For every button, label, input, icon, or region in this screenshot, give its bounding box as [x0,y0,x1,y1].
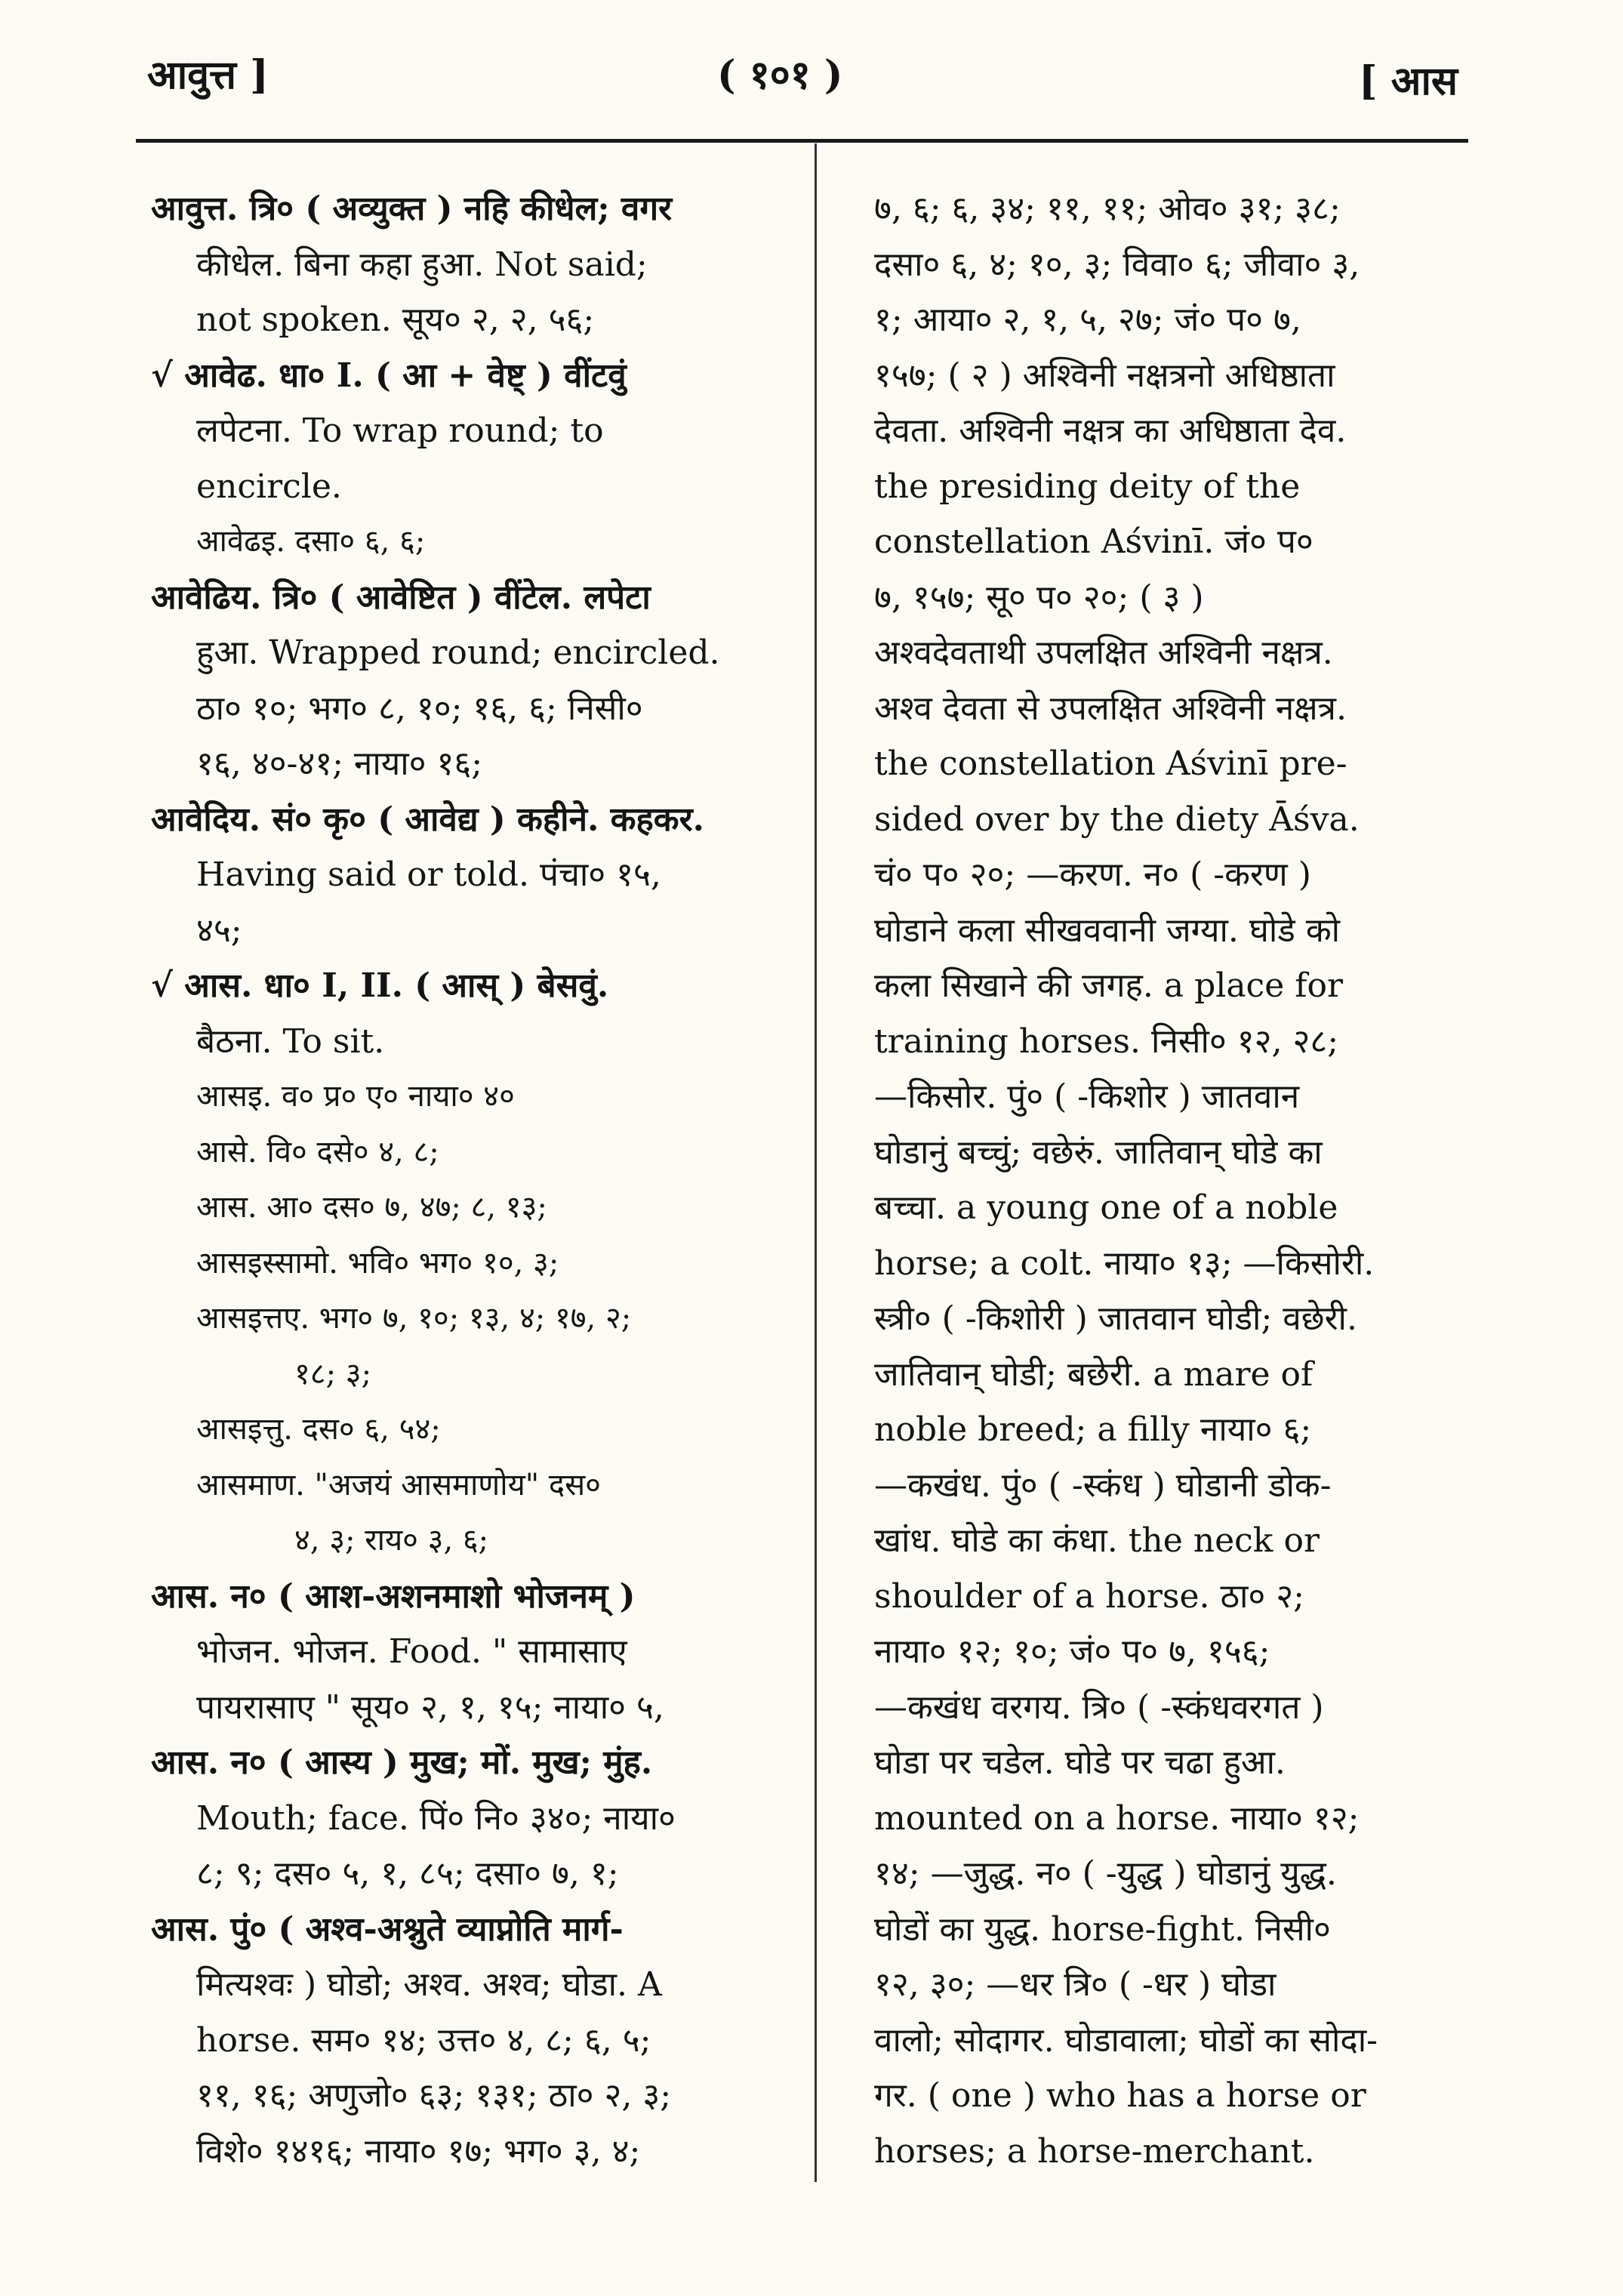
dictionary-entry-line: घोडाने कला सीखववानी जग्या. घोडे को [874,911,1341,950]
dictionary-entry-line: आसइ. व० प्र० ए० नाया० ४० [196,1079,515,1114]
dictionary-entry-line: constellation Aśvinī. जं० प० [874,522,1313,561]
dictionary-entry-line: आस. आ० दस० ७, ४७; ८, १३; [196,1190,547,1225]
dictionary-entry-line: Having said or told. पंचा० १५, [196,855,661,894]
dictionary-entry-line: लपेटना. To wrap round; to [196,411,604,450]
dictionary-entry-line: आसइस्सामो. भवि० भग० १०, ३; [196,1245,559,1281]
dictionary-entry-headline: आवेदिय. सं० कृ० ( आवेद्य ) कहीने. कहकर. [151,800,704,839]
dictionary-entry-line: स्त्री० ( -किशोरी ) जातवान घोडी; वछेरी. [874,1299,1357,1338]
page-number: ( १०१ ) [717,52,843,98]
dictionary-entry-line: mounted on a horse. नाया० १२; [874,1798,1360,1838]
dictionary-entry-line: विशे० १४१६; नाया० १७; भग० ३, ४; [196,2131,641,2171]
dictionary-entry-headline: √ आवेढ. धा० I. ( आ + वेष्ट् ) वींटवुं [151,356,627,395]
header-right-guideword: [ आस [1359,58,1458,104]
dictionary-entry-line: —किसोर. पुं० ( -किशोर ) जातवान [874,1077,1300,1116]
dictionary-entry-line: noble breed; a filly नाया० ६; [874,1410,1312,1449]
header-rule [136,139,1468,143]
dictionary-entry-line: Mouth; face. पिं० नि० ३४०; नाया० [196,1798,676,1838]
dictionary-entry-line: horse. सम० १४; उत्त० ४, ८; ६, ५; [196,2020,651,2060]
dictionary-entry-line: खांध. घोडे का कंधा. the neck or [874,1521,1320,1560]
dictionary-entry-line: अश्वदेवताथी उपलक्षित अश्विनी नक्षत्र. [874,633,1333,672]
dictionary-entry-line: घोडानुं बच्चुं; वछेरुं. जातिवान् घोडे का [874,1133,1323,1172]
dictionary-entry-line: १८; ३; [294,1356,372,1391]
dictionary-entry-line: training horses. निसी० १२, २८; [874,1022,1339,1061]
dictionary-entry-line: ८; ९; दस० ५, १, ८५; दसा० ७, १; [196,1854,619,1893]
dictionary-entry-line: not spoken. सूय० २, २, ५६; [196,300,595,339]
dictionary-entry-line: दसा० ६, ४; १०, ३; विवा० ६; जीवा० ३, [874,245,1360,284]
dictionary-entry-line: मित्यश्वः ) घोडो; अश्व. अश्व; घोडा. A [196,1965,662,2004]
dictionary-entry-line: ४, ३; राय० ३, ६; [294,1523,489,1558]
dictionary-entry-line: १२, ३०; —धर त्रि० ( -धर ) घोडा [874,1965,1277,2004]
dictionary-entry-line: बच्चा. a young one of a noble [874,1188,1338,1227]
dictionary-entry-line: the constellation Aśvinī pre- [874,744,1347,783]
dictionary-entry-line: घोडों का युद्ध. horse-fight. निसी० [874,1909,1331,1949]
dictionary-entry-line: —कखंध. पुं० ( -स्कंध ) घोडानी डोक- [874,1465,1332,1505]
dictionary-entry-headline: आस. न० ( आस्य ) मुख; मों. मुख; मुंह. [151,1743,653,1782]
page-header [0,0,1623,143]
dictionary-entry-line: कीधेल. बिना कहा हुआ. Not said; [196,245,648,284]
dictionary-entry-line: हुआ. Wrapped round; encircled. [196,633,720,672]
right-column [874,181,1463,2179]
dictionary-entry-line: १५७; ( २ ) अश्विनी नक्षत्रनो अधिष्ठाता [874,356,1335,395]
dictionary-entry-headline: आस. पुं० ( अश्व-अश्नुते व्याप्नोति मार्ग- [151,1909,624,1949]
dictionary-entry-line: जातिवान् घोडी; बछेरी. a mare of [874,1354,1313,1394]
dictionary-entry-headline: √ आस. धा० I, II. ( आस् ) बेसवुं. [151,966,609,1005]
dictionary-entry-line: भोजन. भोजन. Food. " सामासाए [196,1632,627,1671]
dictionary-entry-line: देवता. अश्विनी नक्षत्र का अधिष्ठाता देव. [874,411,1347,450]
dictionary-entry-line: the presiding deity of the [874,467,1301,506]
dictionary-entry-line: ठा० १०; भग० ८, १०; १६, ६; निसी० [196,689,643,728]
dictionary-entry-line: १४; —जुद्ध. न० ( -युद्ध ) घोडानुं युद्ध. [874,1854,1337,1893]
dictionary-entry-line: १; आया० २, १, ५, २७; जं० प० ७, [874,300,1301,339]
dictionary-entry-line: ७, १५७; सू० प० २०; ( ३ ) [874,578,1204,617]
dictionary-entry-line: बैठना. To sit. [196,1022,385,1061]
dictionary-entry-line: नाया० १२; १०; जं० प० ७, १५६; [874,1632,1270,1671]
dictionary-entry-line: वालो; सोदागर. घोडावाला; घोडों का सोदा- [874,2020,1378,2060]
dictionary-entry-line: horses; a horse-merchant. [874,2131,1315,2171]
header-left-guideword: आवुत्त ] [147,52,269,98]
dictionary-entry-line: ७, ६; ६, ३४; ११, ११; ओव० ३१; ३८; [874,190,1341,228]
dictionary-entry-line: पायरासाए " सूय० २, १, १५; नाया० ५, [196,1687,664,1727]
dictionary-entry-line: आसमाण. "अजयं आसमाणोय" दस० [196,1467,601,1502]
dictionary-entry-line: आसइत्तए. भग० ७, १०; १३, ४; १७, २; [196,1301,632,1336]
dictionary-entry-headline: आस. न० ( आश-अशनमाशो भोजनम् ) [151,1576,636,1616]
column-divider [815,143,817,2182]
dictionary-entry-line: आवेढइ. दसा० ६, ६; [196,524,426,559]
dictionary-entry-line: आसे. वि० दसे० ४, ८; [196,1134,439,1170]
dictionary-entry-line: गर. ( one ) who has a horse or [874,2076,1366,2115]
dictionary-entry-line: horse; a colt. नाया० १३; —किसोरी. [874,1244,1375,1283]
dictionary-entry-headline: आवुत्त. त्रि० ( अव्युक्त ) नहि कीधेल; वगर [151,190,673,228]
dictionary-entry-line: अश्व देवता से उपलक्षित अश्विनी नक्षत्र. [874,689,1347,728]
left-column [151,181,785,2179]
dictionary-entry-line: चं० प० २०; —करण. न० ( -करण ) [874,855,1311,894]
dictionary-entry-line: sided over by the diety Āśva. [874,800,1360,839]
dictionary-entry-line: आसइत्तु. दस० ६, ५४; [196,1412,441,1447]
dictionary-entry-headline: आवेढिय. त्रि० ( आवेष्टित ) वींटेल. लपेटा [151,578,651,617]
dictionary-entry-line: कला सिखाने की जगह. a place for [874,966,1344,1005]
dictionary-entry-line: —कखंध वरगय. त्रि० ( -स्कंधवरगत ) [874,1687,1324,1727]
dictionary-entry-line: encircle. [196,467,342,506]
dictionary-entry-line: shoulder of a horse. ठा० २; [874,1576,1305,1616]
dictionary-entry-line: ११, १६; अणुजो० ६३; १३१; ठा० २, ३; [196,2076,672,2115]
dictionary-entry-line: ४५; [196,911,242,950]
dictionary-entry-line: १६, ४०-४१; नाया० १६; [196,744,483,783]
dictionary-entry-line: घोडा पर चडेल. घोडे पर चढा हुआ. [874,1743,1286,1782]
